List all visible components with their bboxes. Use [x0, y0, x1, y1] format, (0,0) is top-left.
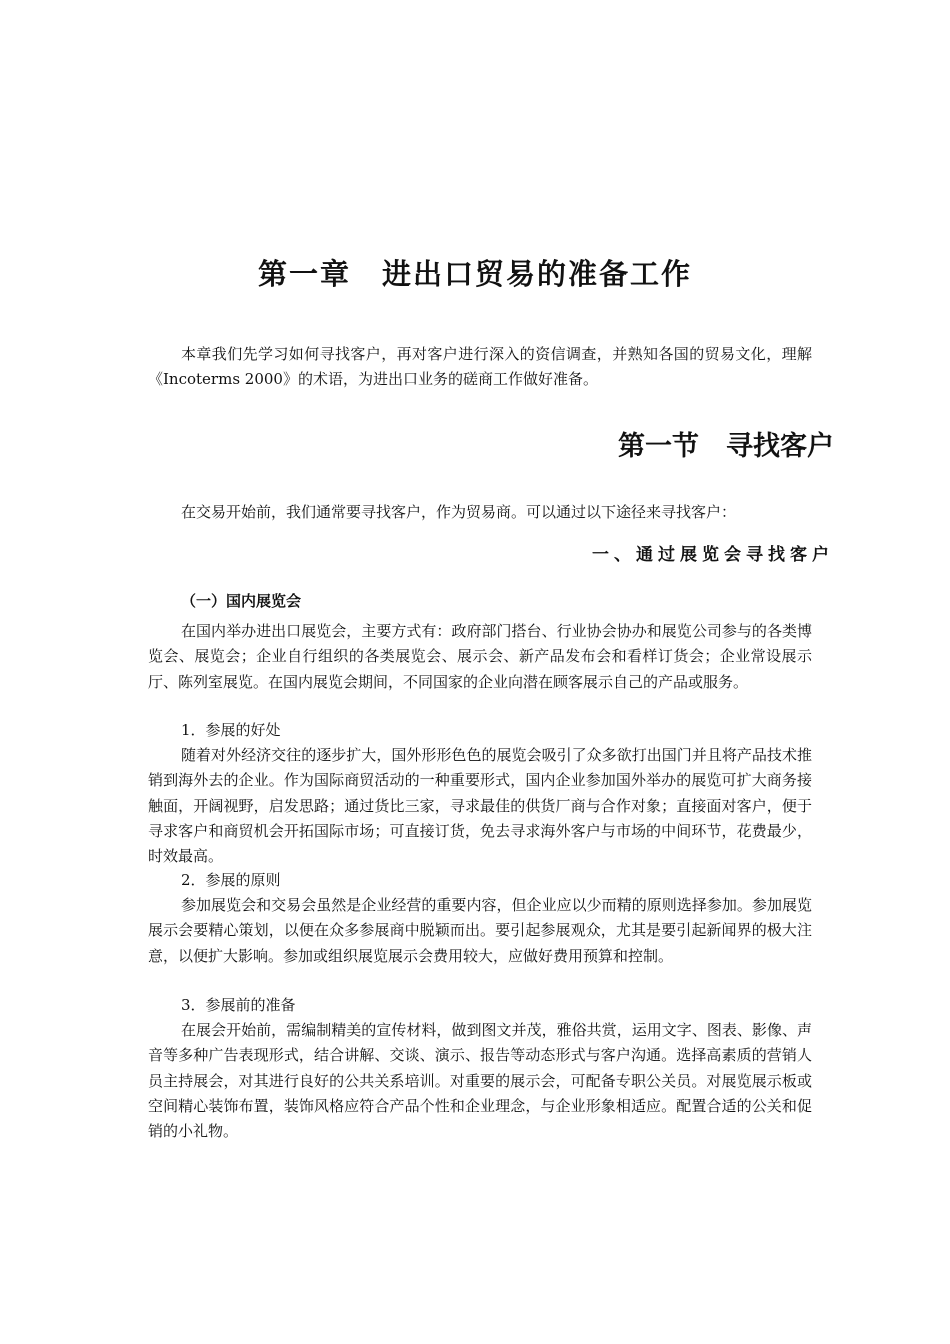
- domestic-exhibition-paragraph: 在国内举办进出口展览会，主要方式有：政府部门搭台、行业协会协办和展览公司参与的各类博览会、展览会；企业自行组织的各类展览会、展示会、新产品发布会和看样订货会；企业常设展示厅、陈列室展览。在国内展览会期间，不同国家的企业向潜在顾客展示自己的产品或服务。: [148, 622, 812, 691]
- item-3-paragraph: 在展会开始前，需编制精美的宣传材料，做到图文并茂，雅俗共赏，运用文字、图表、影像、声音等多种广告表现形式，结合讲解、交谈、演示、报告等动态形式与客户沟通。选择高素质的营销人员主持展会，对其进行良好的公共关系培训。对重要的展示会，可配备专职公关员。对展览展示板或空间精心装饰布置，装饰风格应符合产品个性和企业理念，与企业形象相适应。配置合适的公关和促销的小礼物。: [148, 1021, 812, 1141]
- item-1-heading: 1．参展的好处: [181, 721, 281, 739]
- item-2-heading: 2．参展的原则: [181, 871, 281, 889]
- chapter-title: 第一章 进出口贸易的准备工作: [257, 257, 692, 291]
- item-2-paragraph: 参加展览会和交易会虽然是企业经营的重要内容，但企业应以少而精的原则选择参加。参加展览展示会要精心策划，以便在众多参展商中脱颖而出。要引起参展观众，尤其是要引起新闻界的极大注意，以便扩大影响。参加或组织展览展示会费用较大，应做好费用预算和控制。: [148, 896, 812, 965]
- section-title: 第一节 寻找客户: [618, 431, 834, 462]
- chapter-intro-paragraph: 本章我们先学习如何寻找客户，再对客户进行深入的资信调查，并熟知各国的贸易文化，理解《Incoterms 2000》的术语，为进出口业务的磋商工作做好准备。: [148, 345, 812, 389]
- subsection-title: 一、通过展览会寻找客户: [592, 545, 834, 565]
- item-1-paragraph: 随着对外经济交往的逐步扩大，国外形形色色的展览会吸引了众多欲打出国门并且将产品技术推销到海外去的企业。作为国际商贸活动的一种重要形式，国内企业参加国外举办的展览可扩大商务接触面，开阔视野，启发思路；通过货比三家，寻求最佳的供货厂商与合作对象；直接面对客户，便于寻求客户和商贸机会开拓国际市场；可直接订货，免去寻求海外客户与市场的中间环节，花费最少，时效最高。: [148, 746, 812, 866]
- subsubsection-title: （一）国内展览会: [181, 592, 302, 610]
- item-3-heading: 3．参展前的准备: [181, 996, 296, 1014]
- section-lead-paragraph: 在交易开始前，我们通常要寻找客户，作为贸易商。可以通过以下途径来寻找客户：: [181, 503, 737, 521]
